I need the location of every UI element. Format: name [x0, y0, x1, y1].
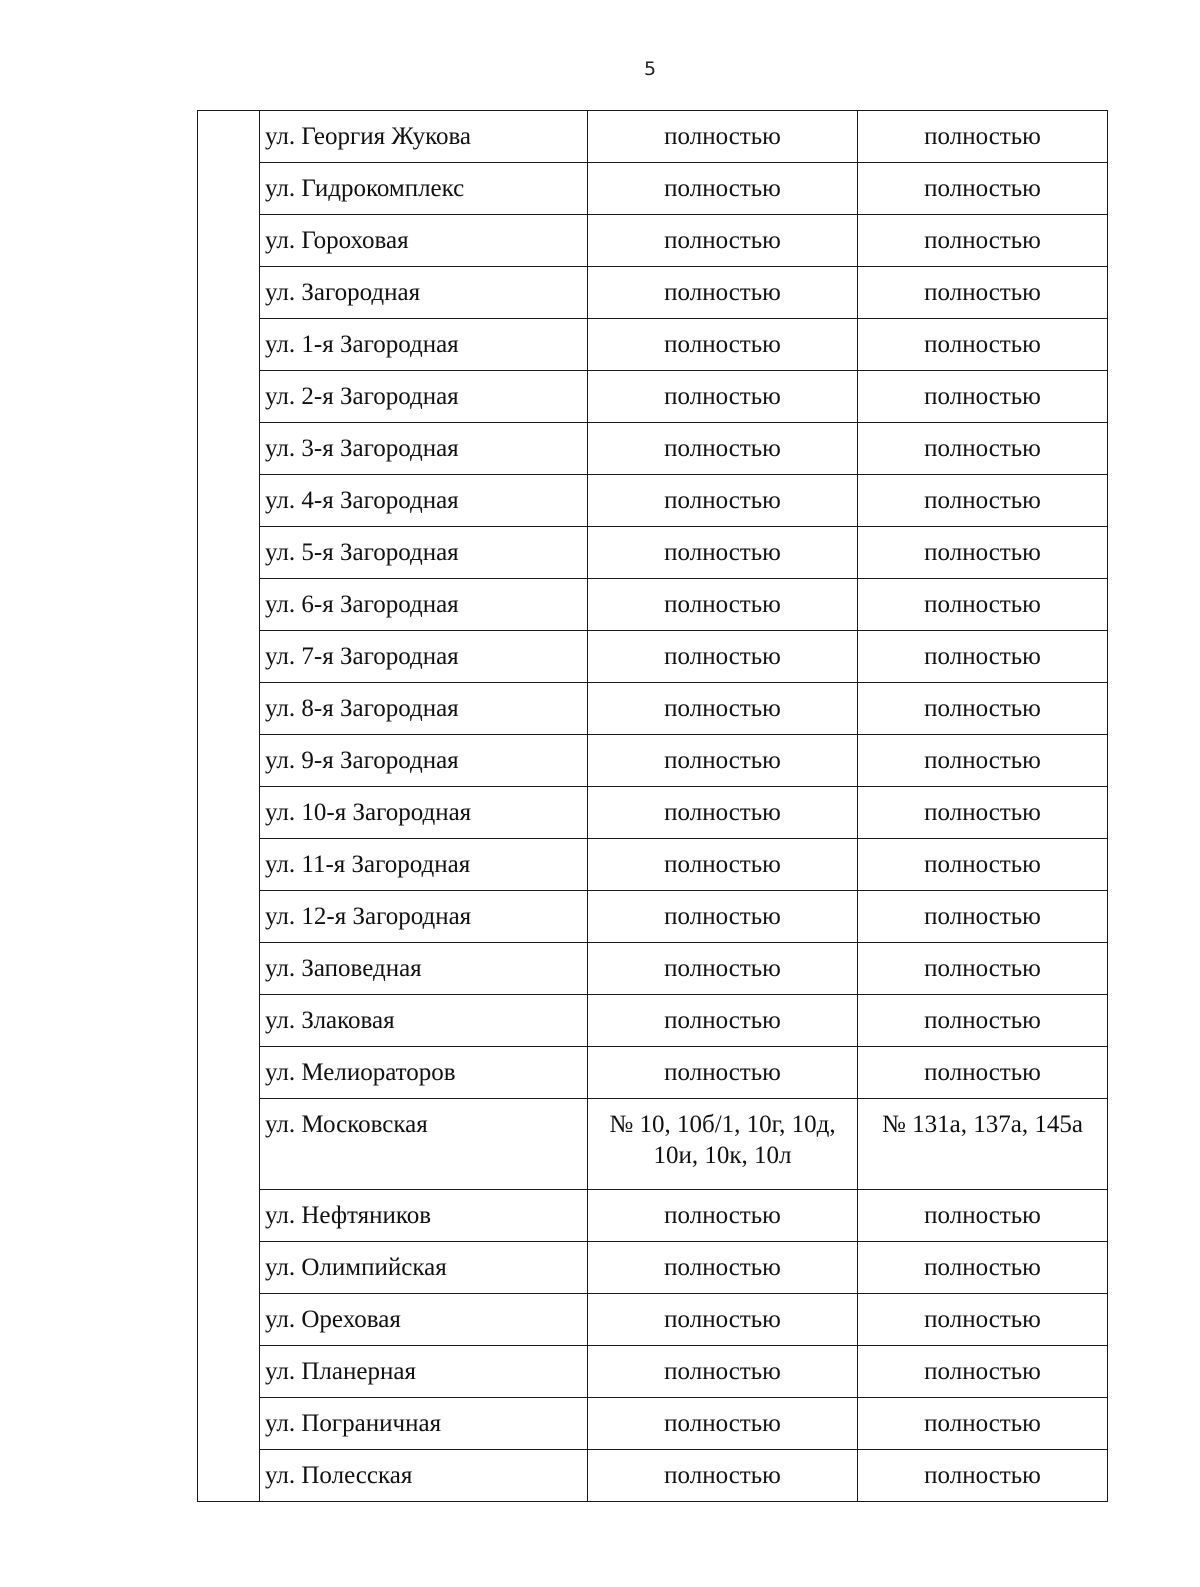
coverage-cell-b: полностью — [858, 683, 1108, 735]
coverage-cell-a: полностью — [588, 1047, 858, 1099]
table-row — [198, 735, 1108, 787]
coverage-cell-b: полностью — [858, 631, 1108, 683]
coverage-cell-a: полностью — [588, 995, 858, 1047]
coverage-cell-a: полностью — [588, 1450, 858, 1502]
coverage-cell-b: № 131а, 137а, 145а — [858, 1099, 1108, 1190]
table-row — [198, 631, 1108, 683]
table-row — [198, 267, 1108, 319]
coverage-cell-b: полностью — [858, 111, 1108, 163]
coverage-cell-b: полностью — [858, 1450, 1108, 1502]
street-cell: ул. Загородная — [260, 267, 588, 319]
coverage-cell-a: полностью — [588, 371, 858, 423]
table-row — [198, 1346, 1108, 1398]
street-cell: ул. 7-я Загородная — [260, 631, 588, 683]
coverage-cell-a: полностью — [588, 423, 858, 475]
coverage-cell-b: полностью — [858, 787, 1108, 839]
table-row — [198, 683, 1108, 735]
table-row — [198, 1190, 1108, 1242]
table-row — [198, 1099, 1108, 1190]
coverage-cell-a: полностью — [588, 1190, 858, 1242]
street-cell: ул. 3-я Загородная — [260, 423, 588, 475]
coverage-cell-a: полностью — [588, 527, 858, 579]
coverage-cell-a: полностью — [588, 683, 858, 735]
table-row — [198, 111, 1108, 163]
coverage-cell-a: полностью — [588, 1346, 858, 1398]
street-cell: ул. 12-я Загородная — [260, 891, 588, 943]
table-row — [198, 943, 1108, 995]
street-cell: ул. 9-я Загородная — [260, 735, 588, 787]
coverage-cell-b: полностью — [858, 1242, 1108, 1294]
coverage-cell-b: полностью — [858, 163, 1108, 215]
street-cell: ул. 8-я Загородная — [260, 683, 588, 735]
coverage-cell-b: полностью — [858, 319, 1108, 371]
street-cell: ул. Гидрокомплекс — [260, 163, 588, 215]
street-cell: ул. Полесская — [260, 1450, 588, 1502]
table-row — [198, 1450, 1108, 1502]
table-row — [198, 579, 1108, 631]
coverage-cell-b: полностью — [858, 579, 1108, 631]
street-cell: ул. Злаковая — [260, 995, 588, 1047]
coverage-cell-a: полностью — [588, 839, 858, 891]
coverage-cell-b: полностью — [858, 215, 1108, 267]
table-row — [198, 1047, 1108, 1099]
page-number: 5 — [643, 58, 657, 80]
coverage-cell-b: полностью — [858, 527, 1108, 579]
coverage-cell-b: полностью — [858, 1398, 1108, 1450]
coverage-cell-a: полностью — [588, 787, 858, 839]
street-cell: ул. 5-я Загородная — [260, 527, 588, 579]
coverage-cell-a: полностью — [588, 1398, 858, 1450]
coverage-cell-a: полностью — [588, 579, 858, 631]
coverage-cell-b: полностью — [858, 423, 1108, 475]
table-row — [198, 527, 1108, 579]
street-cell: ул. Ореховая — [260, 1294, 588, 1346]
index-cell — [198, 111, 260, 1502]
street-cell: ул. Заповедная — [260, 943, 588, 995]
street-cell: ул. Гороховая — [260, 215, 588, 267]
table-row — [198, 423, 1108, 475]
coverage-cell-b: полностью — [858, 1190, 1108, 1242]
coverage-cell-a: полностью — [588, 631, 858, 683]
coverage-cell-b: полностью — [858, 1346, 1108, 1398]
street-cell: ул. 11-я Загородная — [260, 839, 588, 891]
coverage-cell-a: полностью — [588, 943, 858, 995]
table-row — [198, 1398, 1108, 1450]
coverage-cell-b: полностью — [858, 371, 1108, 423]
street-cell: ул. 2-я Загородная — [260, 371, 588, 423]
table-row — [198, 371, 1108, 423]
coverage-cell-a: № 10, 10б/1, 10г, 10д, 10и, 10к, 10л — [588, 1099, 858, 1190]
coverage-cell-b: полностью — [858, 1294, 1108, 1346]
coverage-cell-b: полностью — [858, 267, 1108, 319]
street-cell: ул. Пограничная — [260, 1398, 588, 1450]
coverage-cell-a: полностью — [588, 111, 858, 163]
table-row — [198, 1294, 1108, 1346]
street-table — [197, 110, 1108, 1502]
coverage-cell-a: полностью — [588, 475, 858, 527]
coverage-cell-a: полностью — [588, 1242, 858, 1294]
coverage-cell-b: полностью — [858, 475, 1108, 527]
coverage-cell-a: полностью — [588, 735, 858, 787]
street-cell: ул. 6-я Загородная — [260, 579, 588, 631]
street-cell: ул. 10-я Загородная — [260, 787, 588, 839]
table-row — [198, 319, 1108, 371]
table-row — [198, 839, 1108, 891]
coverage-cell-b: полностью — [858, 839, 1108, 891]
street-table-body — [198, 111, 1108, 1502]
coverage-cell-b: полностью — [858, 943, 1108, 995]
table-row — [198, 787, 1108, 839]
table-row — [198, 995, 1108, 1047]
coverage-cell-a: полностью — [588, 215, 858, 267]
coverage-cell-a: полностью — [588, 891, 858, 943]
street-cell: ул. Московская — [260, 1099, 588, 1190]
street-cell: ул. Олимпийская — [260, 1242, 588, 1294]
street-cell: ул. Нефтяников — [260, 1190, 588, 1242]
street-cell: ул. Планерная — [260, 1346, 588, 1398]
table-row — [198, 1242, 1108, 1294]
coverage-cell-b: полностью — [858, 891, 1108, 943]
coverage-cell-a: полностью — [588, 163, 858, 215]
street-cell: ул. Мелиораторов — [260, 1047, 588, 1099]
street-cell: ул. Георгия Жукова — [260, 111, 588, 163]
table-row — [198, 475, 1108, 527]
coverage-cell-b: полностью — [858, 995, 1108, 1047]
coverage-cell-a: полностью — [588, 1294, 858, 1346]
table-row — [198, 215, 1108, 267]
coverage-cell-a: полностью — [588, 267, 858, 319]
coverage-cell-a: полностью — [588, 319, 858, 371]
street-cell: ул. 1-я Загородная — [260, 319, 588, 371]
table-row — [198, 891, 1108, 943]
street-cell: ул. 4-я Загородная — [260, 475, 588, 527]
coverage-cell-b: полностью — [858, 735, 1108, 787]
coverage-cell-b: полностью — [858, 1047, 1108, 1099]
table-row — [198, 163, 1108, 215]
